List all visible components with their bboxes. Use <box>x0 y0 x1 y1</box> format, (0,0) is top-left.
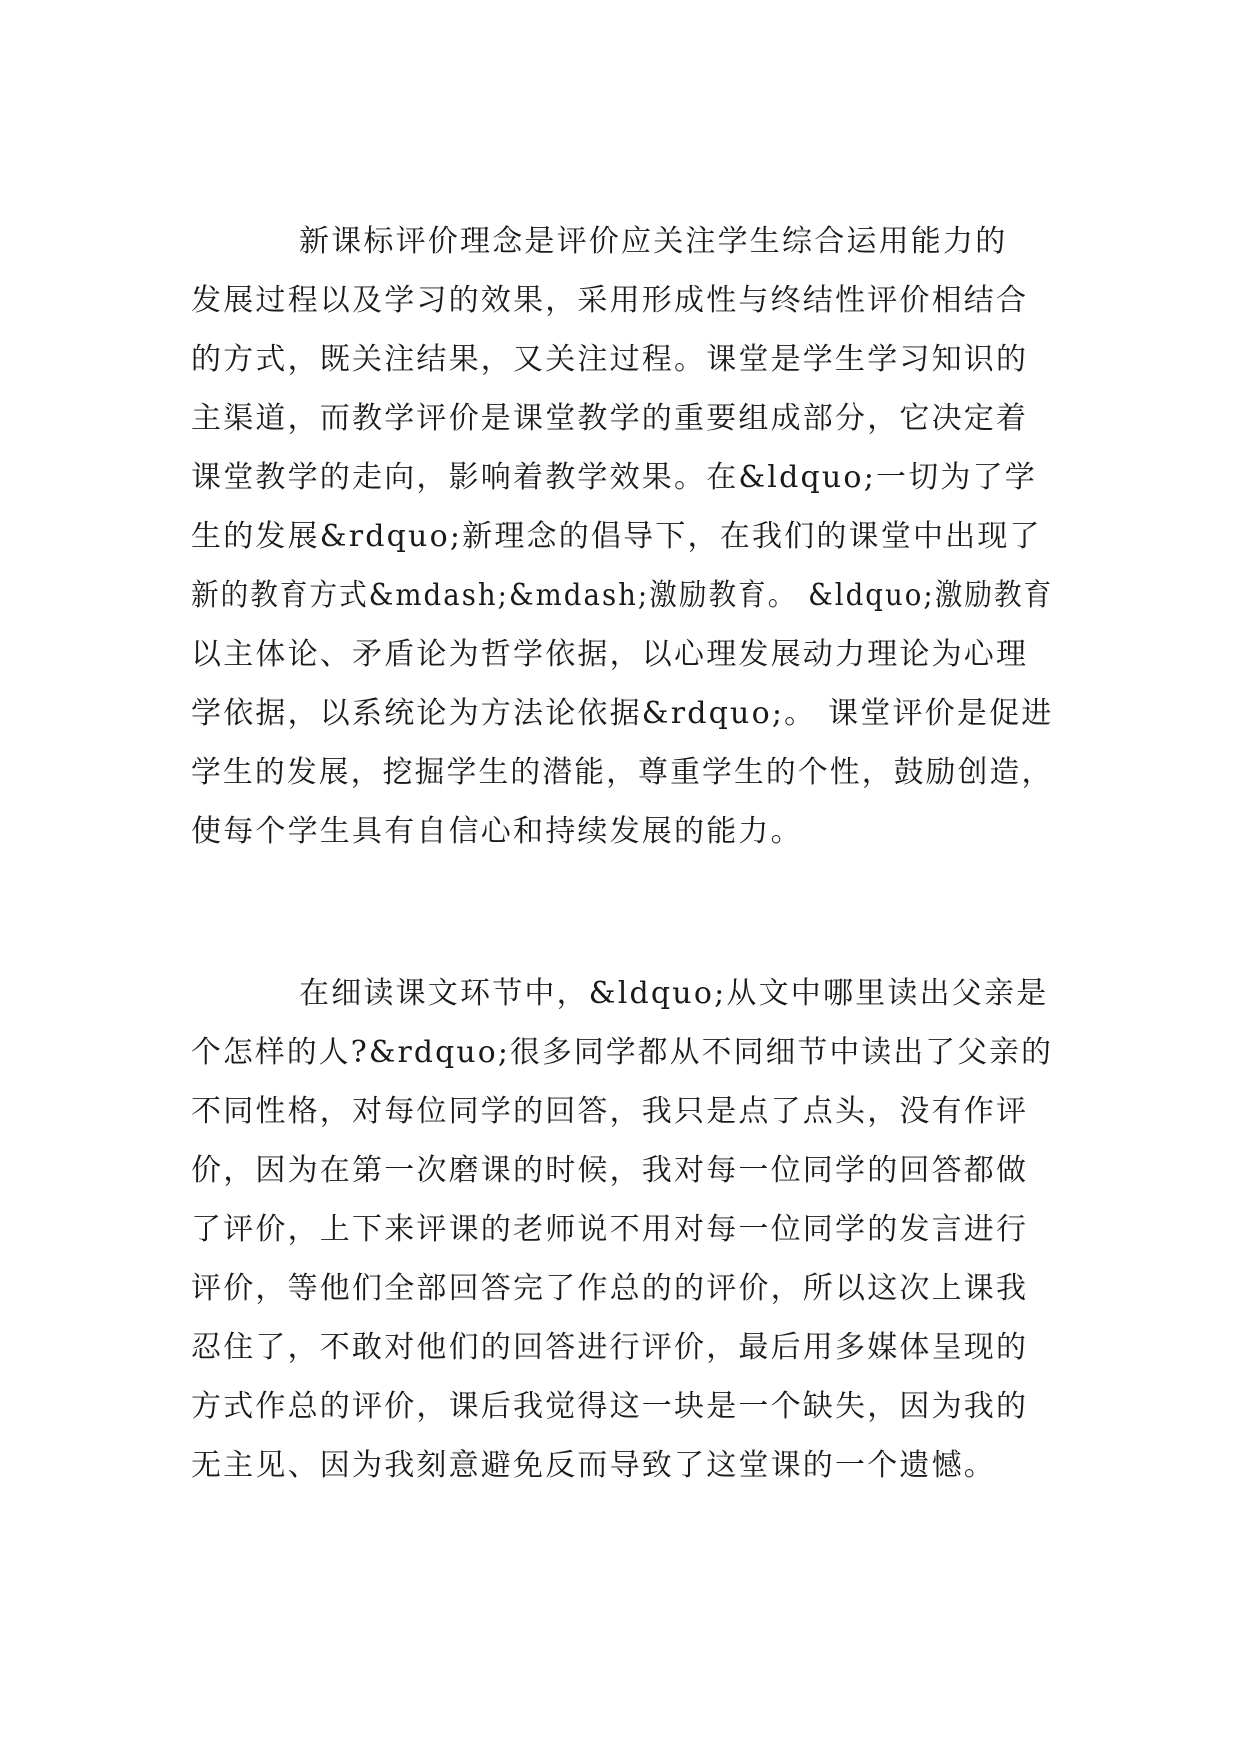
paragraph-line: 发展过程以及学习的效果，采用形成性与终结性评价相结合 <box>191 283 1029 318</box>
paragraph-line: 以主体论、矛盾论为哲学依据，以心理发展动力理论为心理 <box>191 637 1029 672</box>
paragraph-line: 在细读课文环节中，&ldquo;从文中哪里读出父亲是 <box>299 976 1049 1011</box>
paragraph-line: 个怎样的人?&rdquo;很多同学都从不同细节中读出了父亲的 <box>191 1035 1054 1070</box>
paragraph-line: 评价，等他们全部回答完了作总的的评价，所以这次上课我 <box>191 1271 1029 1306</box>
paragraph-line: 使每个学生具有自信心和持续发展的能力。 <box>191 814 803 849</box>
paragraph-line: 无主见、因为我刻意避免反而导致了这堂课的一个遗憾。 <box>191 1448 996 1483</box>
paragraph-line: 主渠道，而教学评价是课堂教学的重要组成部分，它决定着 <box>191 401 1029 436</box>
paragraph-line: 忍住了，不敢对他们的回答进行评价，最后用多媒体呈现的 <box>191 1330 1029 1365</box>
paragraph-line: 的方式，既关注结果，又关注过程。课堂是学生学习知识的 <box>191 342 1029 377</box>
paragraph-line: 了评价，上下来评课的老师说不用对每一位同学的发言进行 <box>191 1212 1029 1247</box>
paragraph-line: 新课标评价理念是评价应关注学生综合运用能力的 <box>299 224 1008 259</box>
paragraph-line: 生的发展&rdquo;新理念的倡导下，在我们的课堂中出现了 <box>191 519 1042 554</box>
paragraph-evaluation-philosophy <box>191 212 1053 861</box>
paragraph-line: 课堂教学的走向，影响着教学效果。在&ldquo;一切为了学 <box>191 460 1037 495</box>
paragraph-reading-reflection <box>191 964 1053 1495</box>
paragraph-line: 学生的发展，挖掘学生的潜能，尊重学生的个性，鼓励创造， <box>191 755 1054 790</box>
paragraph-line: 学依据，以系统论为方法论依据&rdquo;。 课堂评价是促进 <box>191 696 1054 731</box>
paragraph-line: 不同性格，对每位同学的回答，我只是点了点头，没有作评 <box>191 1094 1029 1129</box>
paragraph-line: 方式作总的评价，课后我觉得这一块是一个缺失，因为我的 <box>191 1389 1029 1424</box>
paragraph-line: 价，因为在第一次磨课的时候，我对每一位同学的回答都做 <box>191 1153 1029 1188</box>
paragraph-line: 新的教育方式&mdash;&mdash;激励教育。 &ldquo;激励教育 <box>191 578 1054 613</box>
